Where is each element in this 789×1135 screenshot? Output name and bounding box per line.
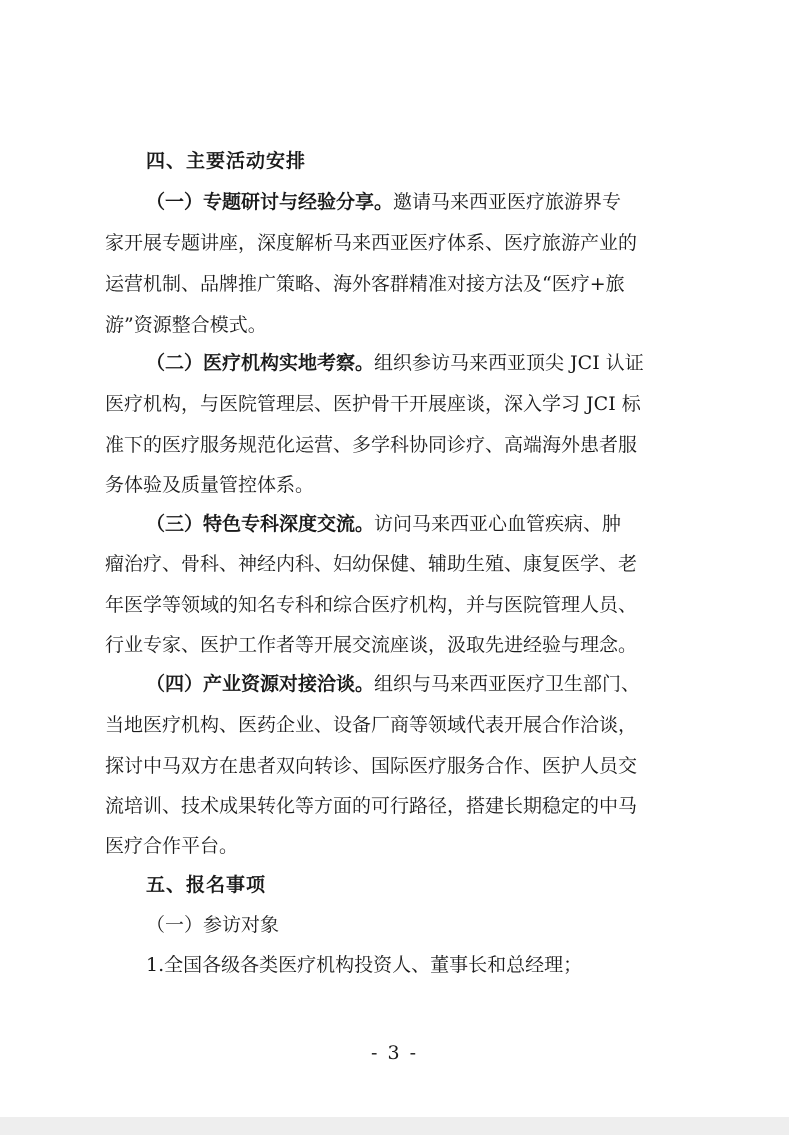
item-4-title: （四）产业资源对接洽谈。 xyxy=(146,673,375,695)
paragraph-3-line-2: 瘤治疗、骨科、神经内科、妇幼保健、辅助生殖、康复医学、老 xyxy=(105,553,638,575)
paragraph-2-line-1 xyxy=(146,350,644,376)
section-heading-5: 五、报名事项 xyxy=(146,874,267,896)
item-2-title: （二）医疗机构实地考察。 xyxy=(146,352,375,374)
paragraph-2-line-2: 医疗机构，与医院管理层、医护骨干开展座谈，深入学习 JCI 标 xyxy=(105,393,641,415)
item-1-title: （一）专题研讨与经验分享。 xyxy=(146,191,394,213)
paragraph-2-line-4: 务体验及质量管控体系。 xyxy=(105,474,315,496)
page-bottom-edge xyxy=(0,1117,789,1135)
paragraph-1-line-1 xyxy=(146,189,621,215)
item-3-text: 访问马来西亚心血管疾病、肿 xyxy=(374,513,622,535)
item-3-title: （三）特色专科深度交流。 xyxy=(146,513,375,535)
paragraph-4-line-3: 探讨中马双方在患者双向转诊、国际医疗服务合作、医护人员交 xyxy=(105,755,638,777)
paragraph-4-line-4: 流培训、技术成果转化等方面的可行路径，搭建长期稳定的中马 xyxy=(105,795,638,817)
section-heading-4: 四、主要活动安排 xyxy=(146,150,307,172)
paragraph-3-line-4: 行业专家、医护工作者等开展交流座谈，汲取先进经验与理念。 xyxy=(105,634,638,656)
paragraph-3-line-3: 年医学等领域的知名专科和综合医疗机构，并与医院管理人员、 xyxy=(105,594,638,616)
item-4-text: 组织与马来西亚医疗卫生部门、 xyxy=(374,673,641,695)
paragraph-2-line-3: 准下的医疗服务规范化运营、多学科协同诊疗、高端海外患者服 xyxy=(105,434,638,456)
item-2-text: 组织参访马来西亚顶尖 JCI 认证 xyxy=(374,352,644,374)
paragraph-1-line-3: 运营机制、品牌推广策略、海外客群精准对接方法及“医疗+旅 xyxy=(105,273,625,295)
paragraph-3-line-1 xyxy=(146,511,621,537)
page-number: - 3 - xyxy=(370,1042,418,1064)
paragraph-4-line-5: 医疗合作平台。 xyxy=(105,835,239,857)
paragraph-4-line-2: 当地医疗机构、医药企业、设备厂商等领域代表开展合作洽谈， xyxy=(105,714,638,736)
item-1-text: 邀请马来西亚医疗旅游界专 xyxy=(393,191,622,213)
paragraph-1-line-4: 游”资源整合模式。 xyxy=(105,314,267,336)
paragraph-1-line-2: 家开展专题讲座，深度解析马来西亚医疗体系、医疗旅游产业的 xyxy=(105,232,638,254)
paragraph-4-line-1 xyxy=(146,671,640,697)
participants-item-1: 1.全国各级各类医疗机构投资人、董事长和总经理； xyxy=(146,954,583,976)
subheading-participants: （一）参访对象 xyxy=(146,914,280,936)
